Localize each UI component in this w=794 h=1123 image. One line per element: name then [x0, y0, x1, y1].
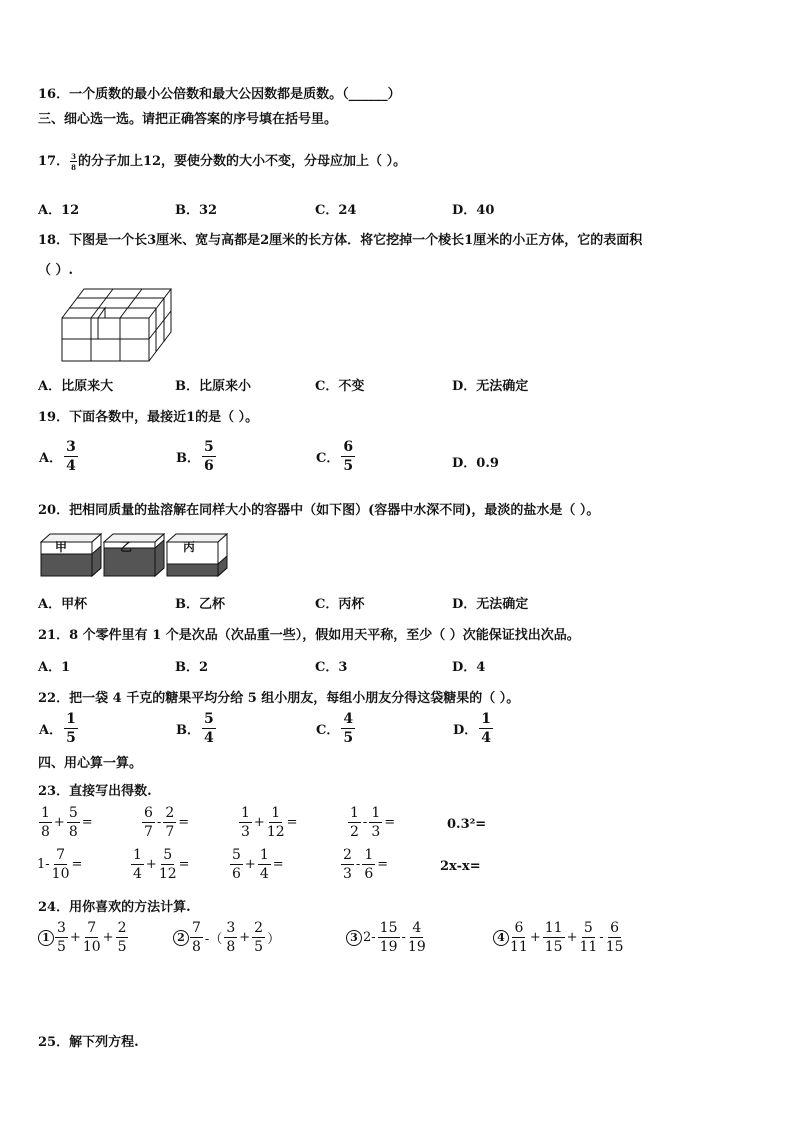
q19-option-c[interactable]: C． $\frac{6}{5}$	[316, 439, 354, 474]
q20-option-b[interactable]: B．乙杯	[175, 597, 225, 612]
question-18-line1: 18．下图是一个长3厘米、宽与高都是2厘米的长方体．将它挖掉一个棱长1厘米的小正方体，它的表面积	[38, 233, 643, 248]
question-text: 的分子加上12，要使分数的大小不变，分母应加上（ ）。	[77, 154, 407, 169]
q22-option-a[interactable]: A． $\frac{1}{5}$	[39, 711, 76, 746]
q24-item-1: 1 $\frac{3}{5}$ + $\frac{7}{10}$ + $\frac{2}{5}$	[38, 921, 129, 954]
question-23: 23．直接写出得数.	[38, 784, 152, 799]
q23-expr-7: $\frac{1}{4}$ + $\frac{5}{12}$ =	[133, 847, 190, 882]
section-3-heading: 三、细心选一选。请把正确答案的序号填在括号里。	[38, 112, 338, 127]
q22-option-b[interactable]: B． $\frac{5}{4}$	[176, 711, 214, 746]
section-4-heading: 四、用心算一算。	[38, 756, 143, 771]
question-19: 19．下面各数中，最接近1的是（ ）。	[38, 410, 259, 425]
container-label-1: 甲	[55, 540, 68, 554]
question-20: 20．把相同质量的盐溶解在同样大小的容器中（如下图）(容器中水深不同)，最淡的盐水是（ ）。	[38, 503, 600, 518]
fraction: $\frac{4}{5}$	[343, 711, 354, 746]
q19-option-d[interactable]: D．0.9	[452, 456, 499, 471]
q20-option-c[interactable]: C．丙杯	[315, 597, 365, 612]
fraction: $\frac{1}{4}$	[481, 711, 492, 746]
question-17	[38, 150, 406, 171]
q23-expr-2: $\frac{6}{7}$ - $\frac{2}{7}$ =	[144, 805, 190, 840]
q22-option-d[interactable]: D． $\frac{1}{4}$	[453, 711, 492, 746]
q21-option-d[interactable]: D．4	[452, 660, 486, 675]
q24-item-4: 4 $\frac{6}{11}$ + $\frac{11}{15}$ + $\frac{5}{11}$ - $\frac{6}{15}$	[493, 921, 625, 954]
q23-expr-4: $\frac{1}{2}$ - $\frac{1}{3}$ =	[350, 805, 396, 840]
q17-option-d[interactable]: D．40	[452, 203, 495, 218]
fraction: $\frac{3}{8}$	[71, 151, 76, 172]
q22-option-c[interactable]: C． $\frac{4}{5}$	[316, 711, 354, 746]
q23-expr-5: 0.3²=	[447, 817, 487, 832]
q18-option-b[interactable]: B．比原来小	[175, 379, 251, 394]
container-label-2: 乙	[120, 540, 133, 554]
container-label-3: 丙	[183, 540, 196, 554]
q24-item-2: 2 $\frac{7}{8}$ -（ $\frac{3}{8}$ + $\frac{2}{5}$ ）	[173, 921, 281, 954]
q23-expr-8: $\frac{5}{6}$ + $\frac{1}{4}$ =	[232, 847, 284, 882]
q23-expr-6: 1- $\frac{7}{10}$ =	[37, 847, 83, 882]
circled-number: 1	[38, 930, 54, 946]
question-number: 17．	[38, 154, 70, 169]
question-24: 24．用你喜欢的方法计算.	[38, 900, 191, 915]
fraction: $\frac{6}{5}$	[343, 439, 354, 474]
q19-option-a[interactable]: A． $\frac{3}{4}$	[39, 439, 76, 474]
circled-number: 3	[346, 930, 362, 946]
q17-option-b[interactable]: B．32	[175, 203, 218, 218]
q21-option-a[interactable]: A．1	[38, 660, 71, 675]
circled-number: 2	[173, 930, 189, 946]
q20-option-a[interactable]: A．甲杯	[38, 597, 88, 612]
q23-expr-1: $\frac{1}{8}$ + $\frac{5}{8}$ =	[41, 805, 93, 840]
fraction: $\frac{5}{4}$	[204, 711, 214, 746]
question-25: 25．解下列方程.	[38, 1035, 139, 1050]
q17-option-c[interactable]: C．24	[315, 203, 357, 218]
fraction: $\frac{5}{6}$	[204, 439, 214, 474]
fraction: $\frac{1}{5}$	[66, 711, 76, 746]
circled-number: 4	[493, 930, 509, 946]
q23-expr-3: $\frac{1}{3}$ + $\frac{1}{12}$ =	[241, 805, 298, 840]
q23-expr-9: $\frac{2}{3}$ - $\frac{1}{6}$ =	[343, 847, 389, 882]
question-21: 21．8 个零件里有 1 个是次品（次品重一些），假如用天平称，至少（ ）次能保证找出次品。	[38, 628, 580, 643]
q17-option-a[interactable]: A．12	[38, 203, 80, 218]
question-16: 16．一个质数的最小公倍数和最大公因数都是质数。（______）	[38, 87, 401, 102]
q18-option-d[interactable]: D．无法确定	[452, 379, 529, 394]
q21-option-b[interactable]: B．2	[175, 660, 209, 675]
fraction: $\frac{3}{4}$	[66, 439, 76, 474]
q21-option-c[interactable]: C．3	[315, 660, 348, 675]
q18-option-a[interactable]: A．比原来大	[38, 379, 114, 394]
question-22: 22．把一袋 4 千克的糖果平均分给 5 组小朋友，每组小朋友分得这袋糖果的（ ）。	[38, 691, 520, 706]
q23-expr-10: 2x-x=	[440, 859, 481, 874]
q24-item-3: 3 2- $\frac{15}{19}$ - $\frac{4}{19}$	[346, 921, 427, 954]
cuboid-figure	[60, 286, 176, 364]
q18-option-c[interactable]: C．不变	[315, 379, 365, 394]
q20-option-d[interactable]: D．无法确定	[452, 597, 529, 612]
question-18-line2: （ ）.	[38, 263, 74, 278]
q19-option-b[interactable]: B． $\frac{5}{6}$	[176, 439, 214, 474]
